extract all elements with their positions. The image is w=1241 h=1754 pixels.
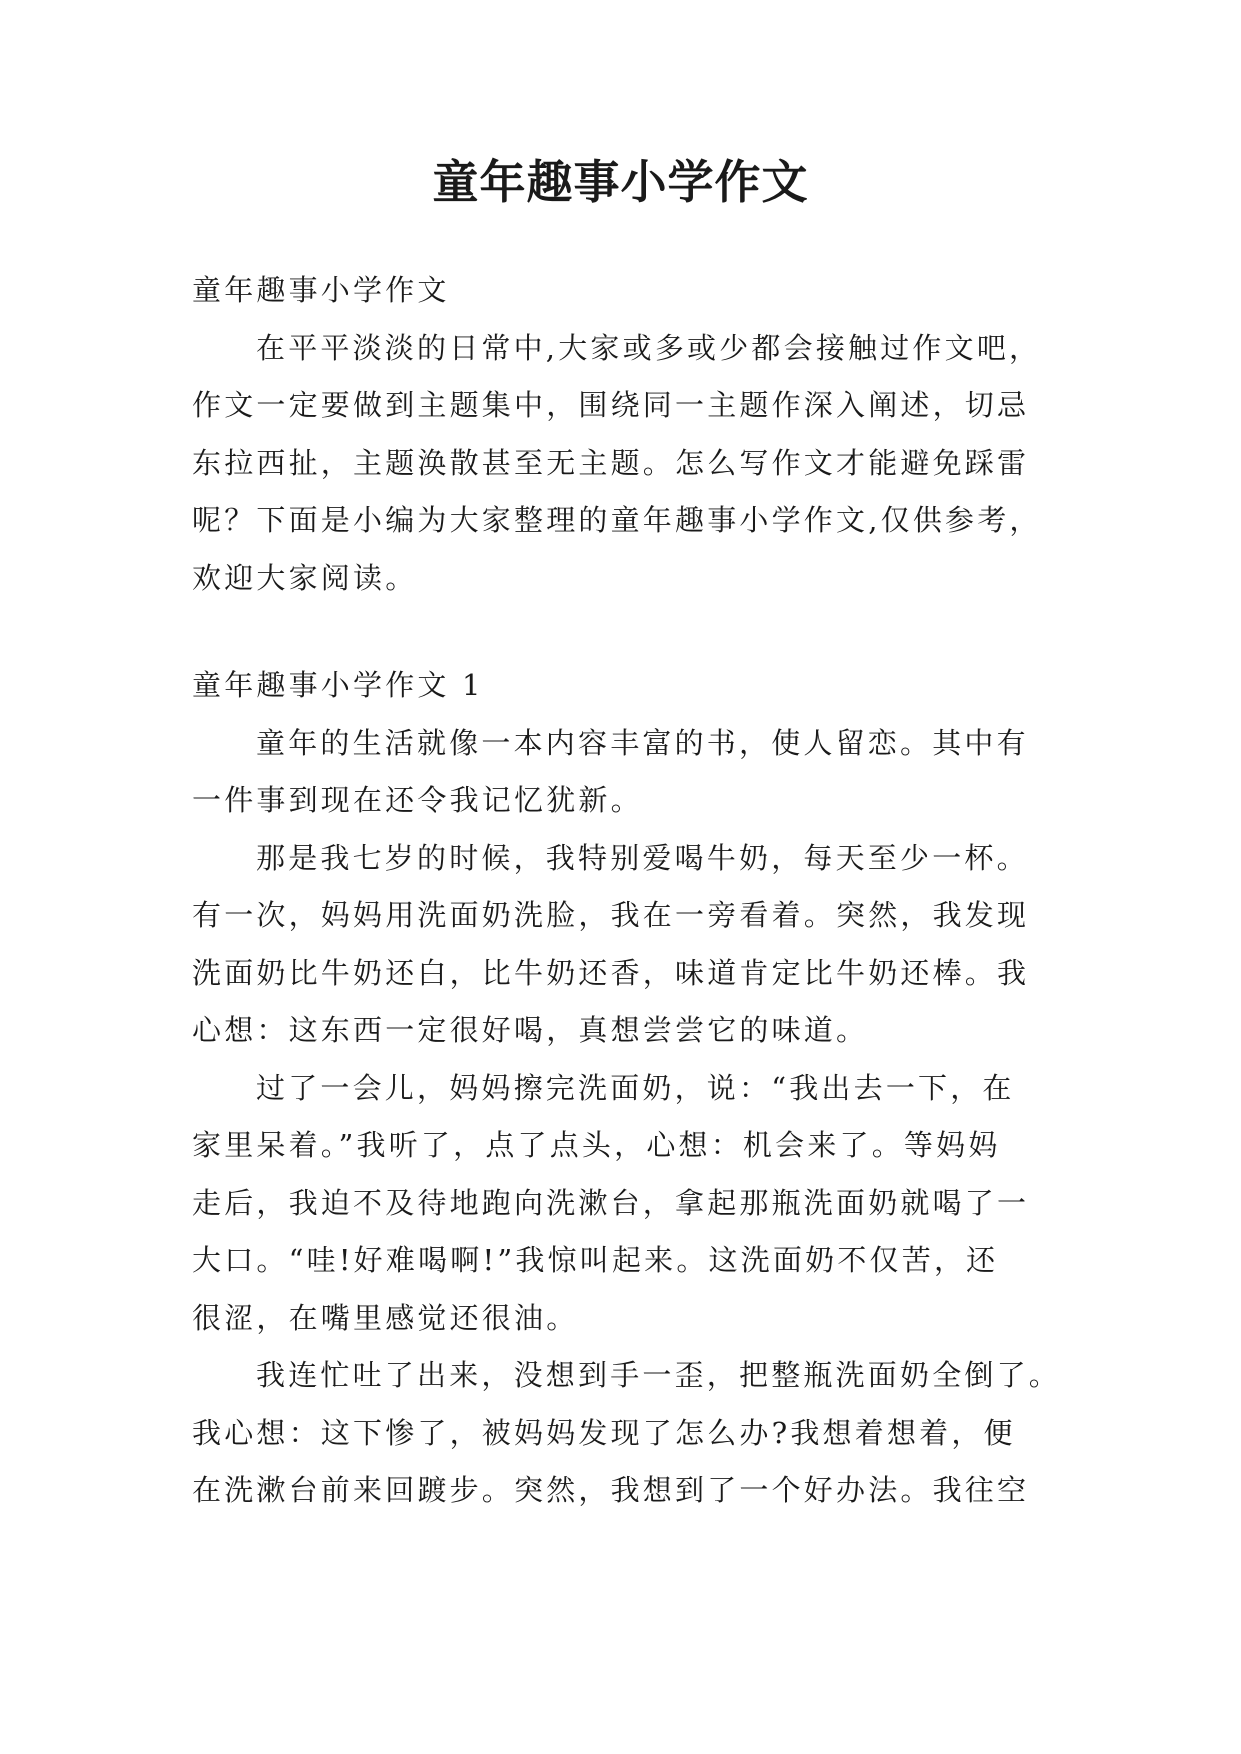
body-line: 大口。“哇!好难喝啊!”我惊叫起来。这洗面奶不仅苦，还	[192, 1243, 999, 1277]
body-line: 在洗漱台前来回踱步。突然，我想到了一个好办法。我往空	[192, 1473, 1030, 1507]
body-line: 心想：这东西一定很好喝，真想尝尝它的味道。	[192, 1013, 869, 1047]
body-line: 一件事到现在还令我记忆犹新。	[192, 783, 643, 817]
body-line: 很涩，在嘴里感觉还很油。	[192, 1300, 579, 1335]
body-line: 童年的生活就像一本内容丰富的书，使人留恋。其中有	[256, 725, 1029, 760]
intro-line: 东拉西扯，主题涣散甚至无主题。怎么写作文才能避免踩雷	[192, 445, 1030, 480]
intro-paragraph	[192, 320, 1058, 608]
body-line: 走后，我迫不及待地跑向洗漱台，拿起那瓶洗面奶就喝了一	[192, 1185, 1030, 1220]
subheading: 童年趣事小学作文	[192, 273, 450, 307]
document-body	[192, 262, 1062, 1520]
section-heading: 童年趣事小学作文 1	[192, 668, 484, 702]
intro-line: 欢迎大家阅读。	[192, 560, 418, 595]
intro-line: 在平平淡淡的日常中,大家或多或少都会接触过作文吧，	[256, 330, 1042, 365]
section-spacer	[192, 607, 1058, 657]
body-line: 我心想：这下惨了，被妈妈发现了怎么办?我想着想着，便	[192, 1415, 1016, 1450]
body-line: 有一次，妈妈用洗面奶洗脸，我在一旁看着。突然，我发现	[192, 898, 1030, 932]
body-line: 我连忙吐了出来，没想到手一歪，把整瓶洗面奶全倒了。	[256, 1358, 1062, 1392]
body-line: 过了一会儿，妈妈擦完洗面奶，说：“我出去一下，在	[256, 1070, 1015, 1105]
essay-body	[192, 715, 1062, 1520]
body-line: 洗面奶比牛奶还白，比牛奶还香，味道肯定比牛奶还棒。我	[192, 955, 1030, 990]
document-title: 童年趣事小学作文	[432, 155, 809, 209]
body-line: 那是我七岁的时候，我特别爱喝牛奶，每天至少一杯。	[256, 840, 1029, 875]
body-line: 家里呆着。”我听了，点了点头，心想：机会来了。等妈妈	[192, 1128, 1001, 1162]
intro-line: 呢？下面是小编为大家整理的童年趣事小学作文,仅供参考，	[192, 503, 1042, 537]
intro-line: 作文一定要做到主题集中，围绕同一主题作深入阐述，切忌	[192, 388, 1030, 422]
